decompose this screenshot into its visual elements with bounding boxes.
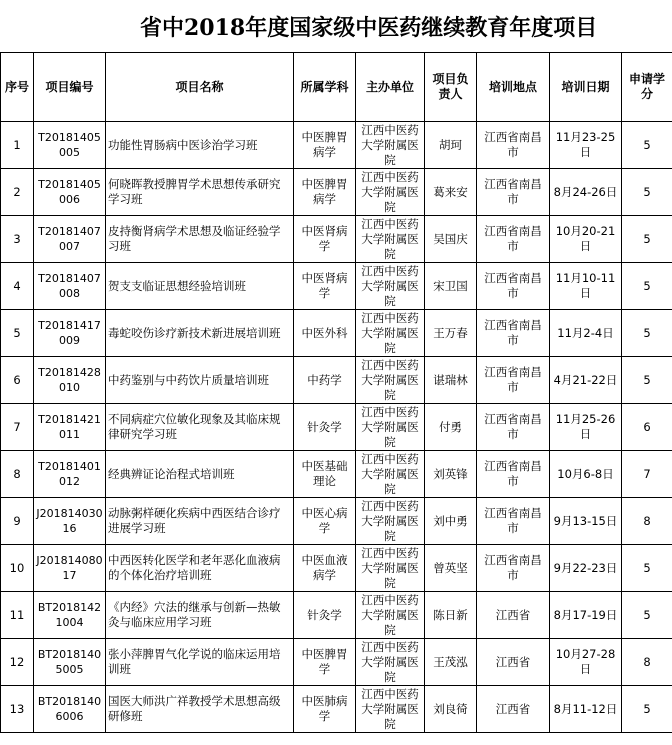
credits-cell: 5 [622,357,672,404]
project-leader-cell: 刘中勇 [425,498,477,545]
table-row [1,169,672,216]
table-row [1,498,672,545]
training-location-cell: 江西省南昌市 [477,498,550,545]
organizer-cell: 江西中医药大学附属医院 [356,404,425,451]
row-number-cell: 7 [1,404,34,451]
table-row [1,545,672,592]
discipline-cell: 针灸学 [294,592,356,639]
project-code-cell: T20181417009 [34,310,106,357]
organizer-cell: 江西中医药大学附属医院 [356,498,425,545]
discipline-cell: 中药学 [294,357,356,404]
project-name-cell: 国医大师洪广祥教授学术思想高级研修班 [106,686,294,733]
training-date-cell: 9月22-23日 [550,545,622,592]
project-code-cell: T20181405006 [34,169,106,216]
project-code-cell: BT20181421004 [34,592,106,639]
training-date-cell: 9月13-15日 [550,498,622,545]
project-leader-cell: 王茂泓 [425,639,477,686]
row-number-cell: 11 [1,592,34,639]
training-date-cell: 4月21-22日 [550,357,622,404]
project-name-cell: 经典辨证论治程式培训班 [106,451,294,498]
training-location-cell: 江西省南昌市 [477,263,550,310]
header-cell: 所属学科 [294,53,356,122]
header-cell: 项目编号 [34,53,106,122]
credits-cell: 5 [622,263,672,310]
project-code-cell: BT20181405005 [34,639,106,686]
project-name-cell: 毒蛇咬伤诊疗新技术新进展培训班 [106,310,294,357]
project-code-cell: T20181407007 [34,216,106,263]
organizer-cell: 江西中医药大学附属医院 [356,310,425,357]
discipline-cell: 中医肾病学 [294,263,356,310]
discipline-cell: 中医心病学 [294,498,356,545]
row-number-cell: 6 [1,357,34,404]
project-leader-cell: 宋卫国 [425,263,477,310]
project-code-cell: BT20181406006 [34,686,106,733]
project-name-cell: 贺支支临证思想经验培训班 [106,263,294,310]
project-name-cell: 皮持衡肾病学术思想及临证经验学习班 [106,216,294,263]
credits-cell: 8 [622,498,672,545]
training-location-cell: 江西省南昌市 [477,216,550,263]
training-date-cell: 11月10-11日 [550,263,622,310]
header-cell: 序号 [1,53,34,122]
row-number-cell: 12 [1,639,34,686]
organizer-cell: 江西中医药大学附属医院 [356,592,425,639]
training-location-cell: 江西省南昌市 [477,122,550,169]
training-location-cell: 江西省南昌市 [477,404,550,451]
project-leader-cell: 付勇 [425,404,477,451]
discipline-cell: 中医脾胃病学 [294,122,356,169]
header-cell: 申请学分 [622,53,672,122]
training-location-cell: 江西省南昌市 [477,310,550,357]
project-name-cell: 功能性胃肠病中医诊治学习班 [106,122,294,169]
project-code-cell: T20181428010 [34,357,106,404]
page-title-text: 省中2018年度国家级中医药继续教育年度项目 [140,15,598,41]
organizer-cell: 江西中医药大学附属医院 [356,686,425,733]
discipline-cell: 中医肺病学 [294,686,356,733]
organizer-cell: 江西中医药大学附属医院 [356,216,425,263]
table-row [1,639,672,686]
project-table [0,52,672,733]
header-cell: 项目名称 [106,53,294,122]
row-number-cell: 5 [1,310,34,357]
discipline-cell: 中医肾病学 [294,216,356,263]
discipline-cell: 中医脾胃学 [294,639,356,686]
project-leader-cell: 王万春 [425,310,477,357]
project-code-cell: T20181401012 [34,451,106,498]
credits-cell: 5 [622,216,672,263]
training-date-cell: 10月6-8日 [550,451,622,498]
row-number-cell: 2 [1,169,34,216]
row-number-cell: 4 [1,263,34,310]
row-number-cell: 8 [1,451,34,498]
credits-cell: 5 [622,122,672,169]
credits-cell: 5 [622,169,672,216]
project-name-cell: 中西医转化医学和老年恶化血液病的个体化治疗培训班 [106,545,294,592]
credits-cell: 6 [622,404,672,451]
page-title [0,0,672,52]
organizer-cell: 江西中医药大学附属医院 [356,169,425,216]
training-location-cell: 江西省南昌市 [477,451,550,498]
project-leader-cell: 葛来安 [425,169,477,216]
header-row [1,53,672,122]
organizer-cell: 江西中医药大学附属医院 [356,451,425,498]
organizer-cell: 江西中医药大学附属医院 [356,639,425,686]
project-name-cell: 张小萍脾胃气化学说的临床运用培训班 [106,639,294,686]
training-date-cell: 10月27-28日 [550,639,622,686]
table-row [1,592,672,639]
project-leader-cell: 刘良徛 [425,686,477,733]
organizer-cell: 江西中医药大学附属医院 [356,357,425,404]
project-leader-cell: 陈日新 [425,592,477,639]
discipline-cell: 中医外科 [294,310,356,357]
row-number-cell: 9 [1,498,34,545]
project-name-cell: 《内经》穴法的继承与创新—热敏灸与临床应用学习班 [106,592,294,639]
project-code-cell: T20181407008 [34,263,106,310]
training-location-cell: 江西省 [477,592,550,639]
row-number-cell: 3 [1,216,34,263]
discipline-cell: 针灸学 [294,404,356,451]
organizer-cell: 江西中医药大学附属医院 [356,263,425,310]
credits-cell: 5 [622,310,672,357]
training-date-cell: 11月23-25日 [550,122,622,169]
discipline-cell: 中医脾胃病学 [294,169,356,216]
table-row [1,216,672,263]
training-date-cell: 8月17-19日 [550,592,622,639]
training-location-cell: 江西省 [477,639,550,686]
project-leader-cell: 胡珂 [425,122,477,169]
credits-cell: 5 [622,686,672,733]
project-leader-cell: 曾英坚 [425,545,477,592]
training-date-cell: 8月11-12日 [550,686,622,733]
discipline-cell: 中医基础理论 [294,451,356,498]
project-name-cell: 何晓晖教授脾胃学术思想传承研究学习班 [106,169,294,216]
organizer-cell: 江西中医药大学附属医院 [356,122,425,169]
project-name-cell: 不同病症穴位敏化现象及其临床规律研究学习班 [106,404,294,451]
training-location-cell: 江西省南昌市 [477,357,550,404]
header-cell: 培训地点 [477,53,550,122]
table-row [1,357,672,404]
header-cell: 培训日期 [550,53,622,122]
header-cell: 主办单位 [356,53,425,122]
project-name-cell: 中药鉴别与中药饮片质量培训班 [106,357,294,404]
project-code-cell: T20181421011 [34,404,106,451]
training-location-cell: 江西省南昌市 [477,169,550,216]
row-number-cell: 13 [1,686,34,733]
table-row [1,122,672,169]
project-leader-cell: 谌瑞林 [425,357,477,404]
organizer-cell: 江西中医药大学附属医院 [356,545,425,592]
table-row [1,310,672,357]
project-code-cell: T20181405005 [34,122,106,169]
training-date-cell: 10月20-21日 [550,216,622,263]
project-code-cell: J20181403016 [34,498,106,545]
training-date-cell: 8月24-26日 [550,169,622,216]
table-row [1,404,672,451]
training-date-cell: 11月25-26日 [550,404,622,451]
credits-cell: 8 [622,639,672,686]
table-row [1,263,672,310]
discipline-cell: 中医血液病学 [294,545,356,592]
training-location-cell: 江西省 [477,686,550,733]
credits-cell: 5 [622,592,672,639]
training-date-cell: 11月2-4日 [550,310,622,357]
project-leader-cell: 吴国庆 [425,216,477,263]
credits-cell: 7 [622,451,672,498]
table-row [1,686,672,733]
credits-cell: 5 [622,545,672,592]
table-row [1,451,672,498]
project-code-cell: J20181408017 [34,545,106,592]
training-location-cell: 江西省南昌市 [477,545,550,592]
project-name-cell: 动脉粥样硬化疾病中西医结合诊疗进展学习班 [106,498,294,545]
row-number-cell: 1 [1,122,34,169]
row-number-cell: 10 [1,545,34,592]
project-leader-cell: 刘英锋 [425,451,477,498]
header-cell: 项目负责人 [425,53,477,122]
